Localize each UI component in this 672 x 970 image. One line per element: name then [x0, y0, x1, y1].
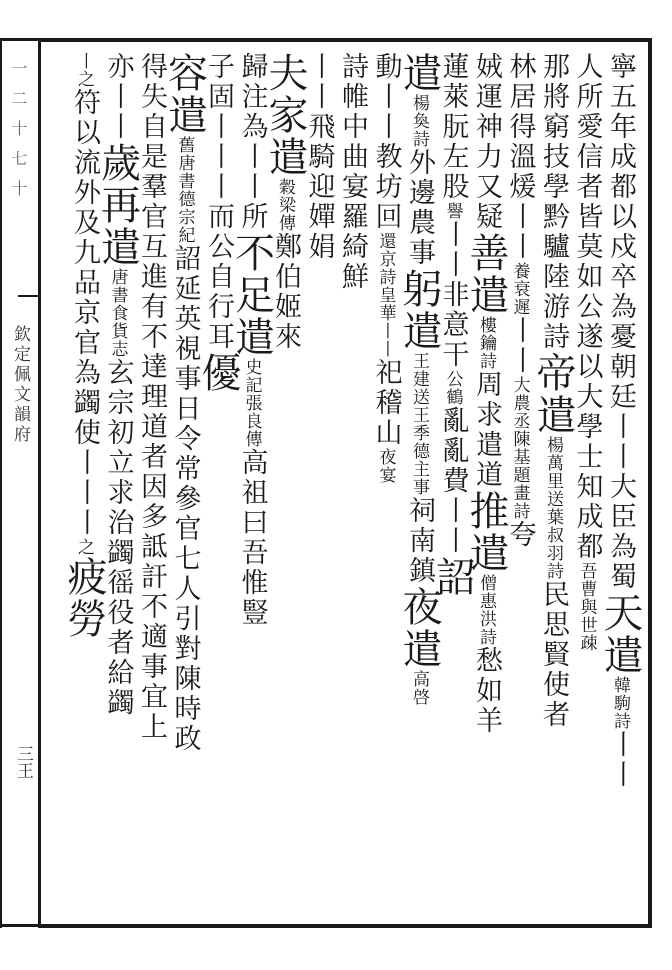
right-border — [648, 38, 652, 928]
body-text: 林居得溫煖丨丨 — [504, 52, 536, 262]
entry-heading: 夜遣 — [396, 586, 442, 670]
text-column — [337, 52, 374, 910]
source-note: 王建送王季德主事 — [409, 352, 429, 496]
body-text: 夸 — [504, 520, 536, 550]
text-column — [597, 52, 643, 910]
source-note: 高啓 — [409, 670, 429, 706]
body-text: 丨丨 — [504, 316, 536, 376]
body-text: 愁如羊 — [471, 646, 502, 736]
text-column — [370, 52, 408, 910]
body-text: 外邊農事 — [404, 148, 435, 268]
entry-heading: 優 — [195, 352, 241, 394]
entry-heading: 容遣 — [161, 52, 208, 136]
body-text: 符以流外及九品京官為蠲使丨丨丨 — [69, 88, 100, 538]
text-column — [61, 52, 107, 910]
body-text: 鄭伯姬來 — [270, 232, 301, 352]
source-note: 還京詩皇華丨丨 — [375, 232, 396, 358]
body-text: 丨丨飛騎迎嬋娟 — [303, 52, 335, 262]
entry-heading: 疲勞 — [61, 556, 107, 640]
body-text: 玄宗初立求治蠲徭役者給蠲 — [102, 358, 134, 718]
gutter-border — [0, 38, 2, 928]
source-note: 僧惠洪詩 — [476, 574, 496, 646]
body-text: 周求遣道 — [471, 370, 502, 490]
body-text: 丨丨 — [605, 730, 636, 790]
left-border — [38, 38, 41, 928]
source-note: 穀梁傳 — [275, 178, 295, 232]
body-text: 人所愛信者皆莫如公遂以大學士知成都 — [571, 52, 603, 562]
text-column — [195, 52, 241, 910]
entry-heading: 躬遣 — [396, 268, 442, 352]
body-text: 民思賢使者 — [538, 580, 569, 730]
source-note: 丨之 — [74, 52, 94, 88]
body-text: 高祖曰吾惟豎 — [236, 448, 268, 628]
body-text: 亂亂費丨丨 — [437, 406, 469, 556]
body-text: 寧五年成都以戍卒為憂朝廷 — [605, 52, 636, 412]
source-note: 公鶴 — [442, 370, 463, 406]
entry-heading: 推遣 — [463, 490, 509, 574]
entry-heading: 善遣 — [463, 232, 509, 316]
text-column — [396, 52, 442, 910]
body-text: 祀稽山 — [370, 358, 402, 448]
body-text: 子固丨丨丨而公自行耳 — [203, 52, 234, 352]
text-column — [504, 52, 542, 910]
text-column — [136, 52, 173, 910]
source-note: 唐書食貨志 — [107, 268, 128, 358]
text-column — [94, 52, 141, 910]
text-column — [228, 52, 275, 910]
text-column — [463, 52, 509, 910]
body-text: 歸注為丨丨所 — [236, 52, 268, 232]
entry-heading: 天遣 — [597, 592, 643, 676]
text-column — [303, 52, 341, 910]
source-note: 舊唐書德宗紀 — [174, 136, 195, 244]
edge-fragment-text: 一二十七十 — [9, 60, 28, 210]
book-title-margin: 欽定佩文韻府 — [10, 325, 30, 445]
source-note: 史記張良傳 — [241, 358, 262, 448]
text-column — [161, 52, 208, 910]
body-text: 丨丨大臣為蜀 — [605, 412, 636, 592]
entry-heading: 夫家遣 — [262, 52, 308, 178]
body-text: 詩帷中曲宴羅綺鮮 — [337, 52, 368, 292]
body-text: 丨丨非意干 — [437, 220, 469, 370]
entry-heading: 不足遣 — [228, 232, 275, 358]
text-column — [530, 52, 576, 910]
body-text: 蓮萊朊左股 — [437, 52, 469, 202]
body-text: 娀運神力又疑 — [471, 52, 502, 232]
body-text: 詔延英視事日令常參官七人引對陳時政 — [169, 244, 201, 754]
body-text: 得失自是羣官互進有不達理道者因多詆訐不適事宜上 — [136, 52, 167, 742]
entry-heading: 遣 — [396, 52, 442, 94]
text-column — [571, 52, 609, 910]
gutter-top — [0, 38, 38, 41]
source-note: 之 — [74, 538, 94, 556]
entry-heading: 詔 — [429, 556, 476, 598]
source-note: 楊萬里送葉叔羽詩 — [543, 436, 563, 580]
source-note: 大農丞陳基題畫詩 — [509, 376, 530, 520]
page-number: 三王 — [13, 745, 33, 779]
text-column — [429, 52, 476, 910]
bottom-border — [38, 924, 652, 928]
entry-heading: 歲再遣 — [94, 142, 141, 268]
body-text: 那將窮技學黔驢陸游詩 — [538, 52, 569, 352]
body-text: 動丨丨教坊回 — [370, 52, 402, 232]
source-note: 楊奐詩 — [409, 94, 429, 148]
source-note: 吾曹與世疎 — [576, 562, 597, 652]
source-note: 樓鑰詩 — [476, 316, 496, 370]
text-column — [262, 52, 308, 910]
source-note: 譽 — [442, 202, 463, 220]
body-text: 亦丨丨 — [102, 52, 134, 142]
gutter-bottom — [0, 924, 38, 927]
source-note: 夜宴 — [375, 448, 396, 484]
top-border — [38, 38, 652, 42]
source-note: 養衰遲 — [509, 262, 530, 316]
entry-heading: 帝遣 — [530, 352, 576, 436]
body-text: 祠南鎮 — [404, 496, 435, 586]
source-note: 韓駒詩 — [610, 676, 630, 730]
